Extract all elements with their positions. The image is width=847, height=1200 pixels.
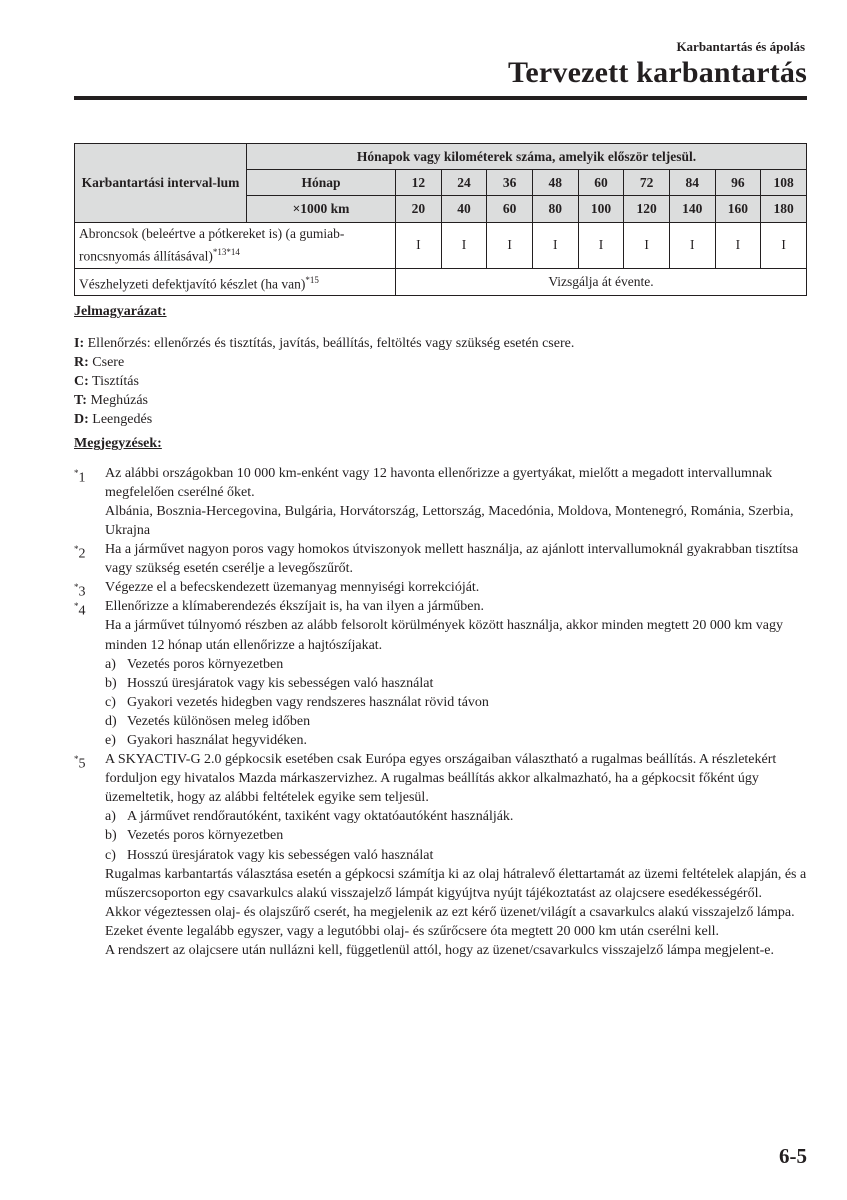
tire-row-label: Abroncsok (beleértve a pótkereket is) (a gumiab-roncsnyomás állításával)$^{*13*14}$	[75, 223, 396, 269]
list-item: a) A járművet rendőrautóként, taxiként vagy oktatóautóként használják.	[105, 809, 514, 825]
note-2: *2 Ha a járművet nagyon poros vagy homokos útviszonyok mellett használja, az ajánlott intervallumoknál gyakrabban tisztítsa vagy szükség esetén cserélje a levegőszűrőt.	[74, 542, 799, 577]
notes-heading: Megjegyzések:	[74, 435, 162, 451]
tire-cell: I	[669, 223, 715, 269]
legend-item: I: Ellenőrzés: ellenőrzés és tisztítás, javítás, beállítás, feltöltés vagy szükség esetén csere.	[74, 336, 575, 352]
month-cell: 108	[761, 170, 807, 196]
tire-cell: I	[396, 223, 442, 269]
km-label: ×1000 km	[247, 196, 396, 223]
section-title: Karbantartás és ápolás	[676, 39, 805, 54]
month-cell: 36	[487, 170, 533, 196]
repair-kit-value: Vizsgálja át évente.	[396, 268, 807, 296]
tire-cell: I	[532, 223, 578, 269]
list-item: c) Hosszú üresjáratok vagy kis sebességen való használat	[105, 847, 434, 863]
page-number: 6-5	[779, 1144, 807, 1168]
legend-item: T: Meghúzás	[74, 393, 149, 409]
maintenance-table	[74, 143, 807, 296]
month-label: Hónap	[247, 170, 396, 196]
month-cell: 24	[441, 170, 487, 196]
tire-cell: I	[715, 223, 761, 269]
month-cell: 72	[624, 170, 670, 196]
tire-cell: I	[624, 223, 670, 269]
list-item: b) Vezetés poros környezetben	[105, 828, 284, 844]
tire-cell: I	[761, 223, 807, 269]
repair-kit-label: Vészhelyzeti defektjavító készlet (ha van)$^{*15}$	[75, 268, 396, 296]
legend-item: D: Leengedés	[74, 412, 153, 428]
page-title: Tervezett karbantartás	[507, 56, 807, 89]
km-cell: 180	[761, 196, 807, 223]
legend-heading: Jelmagyarázat:	[74, 304, 167, 319]
km-cell: 120	[624, 196, 670, 223]
list-item: d) Vezetés különösen meleg időben	[105, 713, 311, 729]
month-cell: 12	[396, 170, 442, 196]
page-body	[74, 302, 809, 960]
tire-cell: I	[578, 223, 624, 269]
km-cell: 20	[396, 196, 442, 223]
legend-item: R: Csere	[74, 355, 125, 371]
list-item: e) Gyakori használat hegyvidéken.	[105, 732, 307, 748]
note-5: *5 A SKYACTIV-G 2.0 gépkocsik esetében csak Európa egyes országaiban választható a rugalmas beállítás. A részletekért forduljon egy hivatalos Mazda márkaszervizhez. A rugalmas beállítás akkor alkalmazható, ha a gépkocsit főként úgy üzemeltetik, hogy az alábbi feltételek egyike sem teljesül. a) A járművet rendőrautóként, taxiként vagy oktatóautóként használják. b) Vezetés poros környezetben c) Hosszú üresjáratok vagy kis sebességen való használat Rugalmas karbantartás választása esetén a gépkocsi számítja ki az olaj hátralevő élettartamát az üzemi feltételek alapján, és a műszercsoporton egy csavarkulcs alakú visszajelző lámpát kigyújtva nyújt tájékoztatást az olajcsere esedékességéről. Akkor végeztessen olaj- és olajszűrő cserét, ha megjelenik az ezt kérő üzenet/világít a csavarkulcs alakú visszajelző lámpa. Ezeket évente legalább egyszer, vagy a legutóbbi olaj- és szűrőcsere óta megtett 20 000 km után cserélni kell. A rendszert az olajcsere után nullázni kell, függetlenül attól, hogy az üzenet/csavarkulcs visszajelző lámpa megjelent-e.	[74, 750, 809, 960]
km-cell: 80	[532, 196, 578, 223]
interval-header: Karbantartási interval-lum	[75, 144, 247, 223]
note-4: *4 Ellenőrizze a klímaberendezés ékszíjait is, ha van ilyen a járműben. Ha a járművet túlnyomó részben az alább felsorolt körülmények között használja, akkor minden megtett 20 000 km vagy minden 12 hónap után ellenőrizze a hajtószíjakat. a) Vezetés poros környezetben b) Hosszú üresjáratok vagy kis sebességen való használat c) Gyakori vezetés hidegben vagy rendszeres használat rövid távon d) Vezetés különösen meleg időben e) Gyakori használat hegyvidéken.	[74, 597, 809, 750]
legend-item: C: Tisztítás	[74, 374, 139, 390]
list-item: b) Hosszú üresjáratok vagy kis sebességen való használat	[105, 675, 434, 691]
tire-cell: I	[487, 223, 533, 269]
month-cell: 84	[669, 170, 715, 196]
note-1: *1 Az alábbi országokban 10 000 km-enként vagy 12 havonta ellenőrizze a gyertyákat, mielőtt a megadott intervallumnak megfelelően cserélné őket. Albánia, Bosznia-Hercegovina, Bulgária, Horvátország, Lettország, Macedónia, Moldova, Montenegró, Románia, Szerbia, Ukrajna	[74, 465, 794, 538]
km-cell: 140	[669, 196, 715, 223]
km-cell: 160	[715, 196, 761, 223]
note-3: *3 Végezze el a befecskendezett üzemanyag mennyiségi korrekcióját.	[74, 580, 480, 600]
tire-cell: I	[441, 223, 487, 269]
list-item: a) Vezetés poros környezetben	[105, 656, 284, 672]
km-cell: 100	[578, 196, 624, 223]
month-cell: 60	[578, 170, 624, 196]
month-cell: 48	[532, 170, 578, 196]
km-cell: 40	[441, 196, 487, 223]
month-cell: 96	[715, 170, 761, 196]
header-rule	[74, 96, 807, 100]
top-header: Hónapok vagy kilométerek száma, amelyik először teljesül.	[247, 144, 807, 170]
list-item: c) Gyakori vezetés hidegben vagy rendszeres használat rövid távon	[105, 694, 489, 710]
km-cell: 60	[487, 196, 533, 223]
